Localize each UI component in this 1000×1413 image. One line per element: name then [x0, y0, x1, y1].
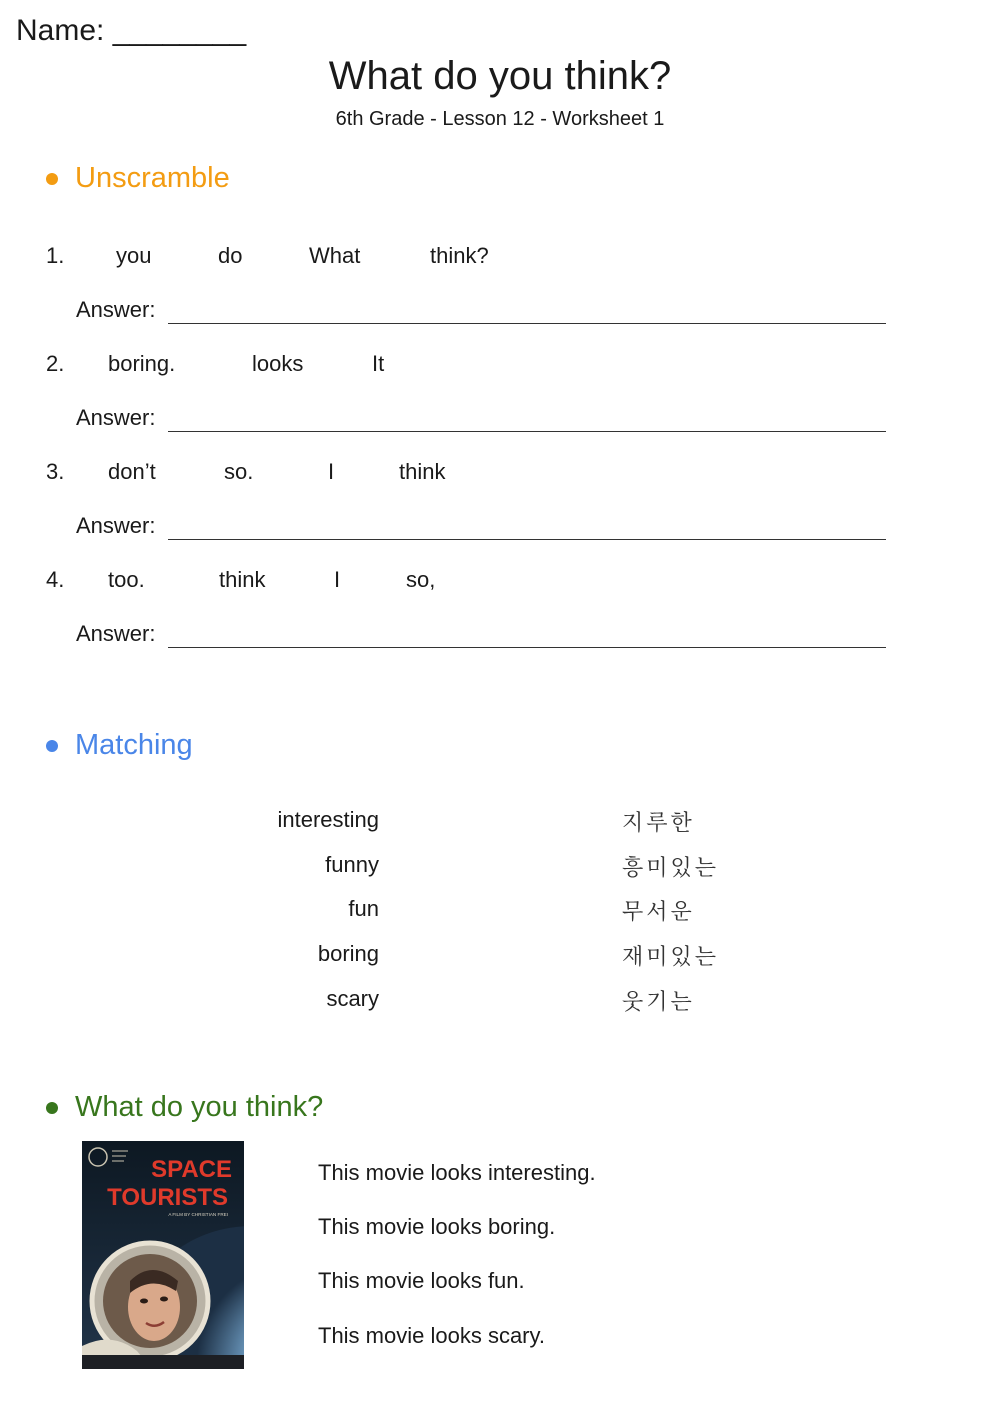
match-korean-word[interactable]: 무서운 [622, 900, 695, 925]
scrambled-word: do [218, 243, 243, 268]
scrambled-word: I [334, 567, 341, 592]
match-korean-word[interactable]: 지루한 [622, 811, 695, 836]
opinion-heading-text: What do you think? [75, 1091, 324, 1123]
scrambled-word: too. [108, 567, 145, 592]
answer-row-2 [76, 405, 155, 431]
scrambled-word: What [309, 243, 361, 268]
scrambled-word: I [328, 459, 335, 484]
poster-credit: A FILM BY CHRISTIAN FREI [168, 1212, 228, 1217]
item-number: 2. [46, 351, 65, 376]
bullet-icon [46, 1102, 58, 1114]
match-english-word[interactable]: scary [326, 986, 379, 1011]
matching-heading [46, 729, 193, 762]
bullet-icon [46, 173, 58, 185]
match-korean-word[interactable]: 흥미있는 [622, 856, 720, 881]
scrambled-word: you [116, 243, 152, 268]
scrambled-word: think [399, 459, 446, 484]
bullet-icon [46, 740, 58, 752]
unscramble-heading [46, 162, 230, 195]
scrambled-word: so, [406, 567, 436, 592]
answer-line[interactable] [168, 323, 886, 324]
opinion-sentence[interactable]: This movie looks interesting. [318, 1160, 596, 1185]
scrambled-word: don’t [108, 459, 156, 484]
scrambled-word: think [219, 567, 266, 592]
answer-line[interactable] [168, 431, 886, 432]
opinion-sentence[interactable]: This movie looks fun. [318, 1268, 525, 1293]
answer-row-4 [76, 621, 155, 647]
movie-poster [82, 1141, 244, 1369]
opinion-heading [46, 1091, 323, 1124]
match-english-word[interactable]: interesting [277, 807, 379, 832]
poster-title-line1: SPACE [151, 1156, 232, 1183]
opinion-sentence[interactable]: This movie looks scary. [318, 1323, 545, 1348]
answer-label: Answer: [76, 297, 156, 322]
answer-label: Answer: [76, 405, 156, 430]
match-english-word[interactable]: funny [325, 852, 379, 877]
match-korean-word[interactable]: 재미있는 [622, 945, 720, 970]
poster-title-line2: TOURISTS [107, 1184, 228, 1211]
matching-heading-text: Matching [75, 729, 193, 761]
scrambled-word: looks [252, 351, 304, 376]
match-english-word[interactable]: boring [317, 941, 379, 966]
item-number: 3. [46, 459, 65, 484]
scrambled-word: It [372, 351, 385, 376]
scrambled-word: so. [224, 459, 254, 484]
match-english-word[interactable]: fun [348, 896, 379, 921]
opinion-sentence[interactable]: This movie looks boring. [318, 1214, 556, 1239]
name-field[interactable]: Name: ________ [16, 14, 247, 47]
scrambled-word: think? [430, 243, 489, 268]
answer-label: Answer: [76, 621, 156, 646]
answer-line[interactable] [168, 647, 886, 648]
answer-label: Answer: [76, 513, 156, 538]
item-number: 4. [46, 567, 65, 592]
unscramble-heading-text: Unscramble [75, 162, 230, 194]
match-korean-word[interactable]: 웃기는 [622, 990, 695, 1015]
scrambled-word: boring. [108, 351, 176, 376]
astronaut-poster-image [82, 1141, 244, 1369]
page-title: What do you think? [328, 54, 672, 98]
page-subtitle: 6th Grade - Lesson 12 - Worksheet 1 [335, 108, 665, 130]
answer-row-1 [76, 297, 155, 323]
answer-row-3 [76, 513, 155, 539]
answer-line[interactable] [168, 539, 886, 540]
item-number: 1. [46, 243, 65, 268]
